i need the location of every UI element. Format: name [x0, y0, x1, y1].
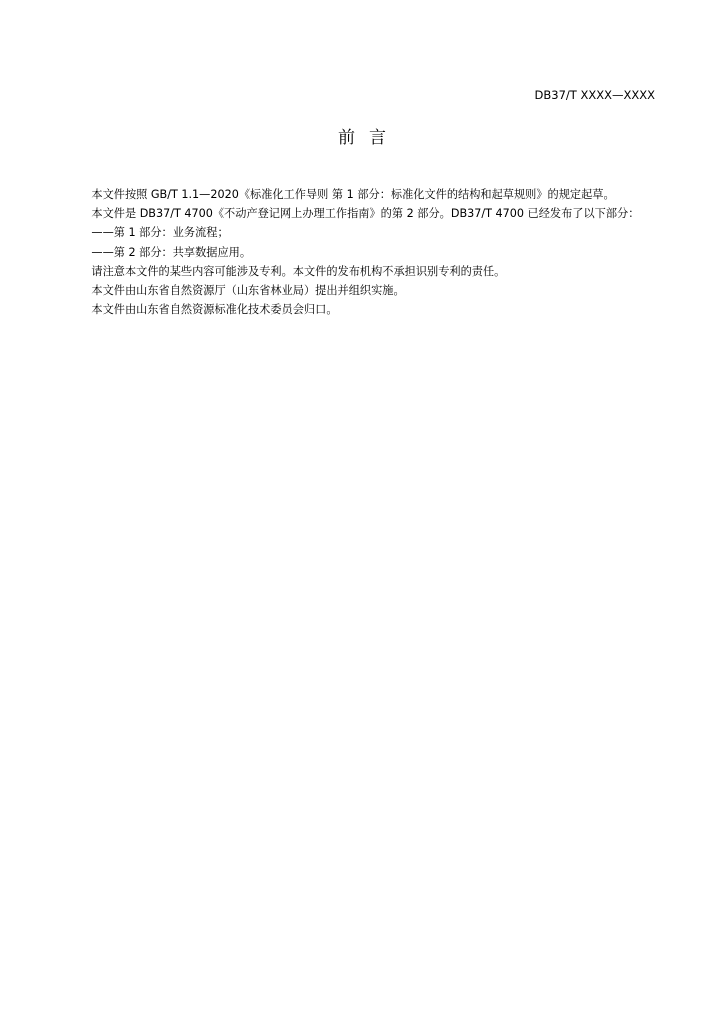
list-item-part-1: ——第 1 部分：业务流程； — [91, 226, 229, 240]
paragraph-technical-committee: 本文件由山东省自然资源标准化技术委员会归口。 — [91, 303, 338, 317]
paragraph-patent-notice: 请注意本文件的某些内容可能涉及专利。本文件的发布机构不承担识别专利的责任。 — [91, 264, 506, 278]
paragraph-drafting-rules: 本文件按照 GB/T 1.1—2020《标准化工作导则 第 1 部分：标准化文件的结构和起草规则》的规定起草。 — [91, 188, 615, 201]
list-item-part-2: ——第 2 部分：共享数据应用。 — [91, 245, 252, 259]
paragraph-series-info: 本文件是 DB37/T 4700《不动产登记网上办理工作指南》的第 2 部分。DB37/T 4700 已经发布了以下部分： — [91, 207, 640, 221]
document-code: DB37/T XXXX—XXXX — [534, 88, 655, 102]
paragraph-proposer: 本文件由山东省自然资源厅（山东省林业局）提出并组织实施。 — [91, 284, 405, 298]
foreword-body — [69, 185, 656, 319]
section-title-foreword: 前言 — [338, 128, 400, 148]
